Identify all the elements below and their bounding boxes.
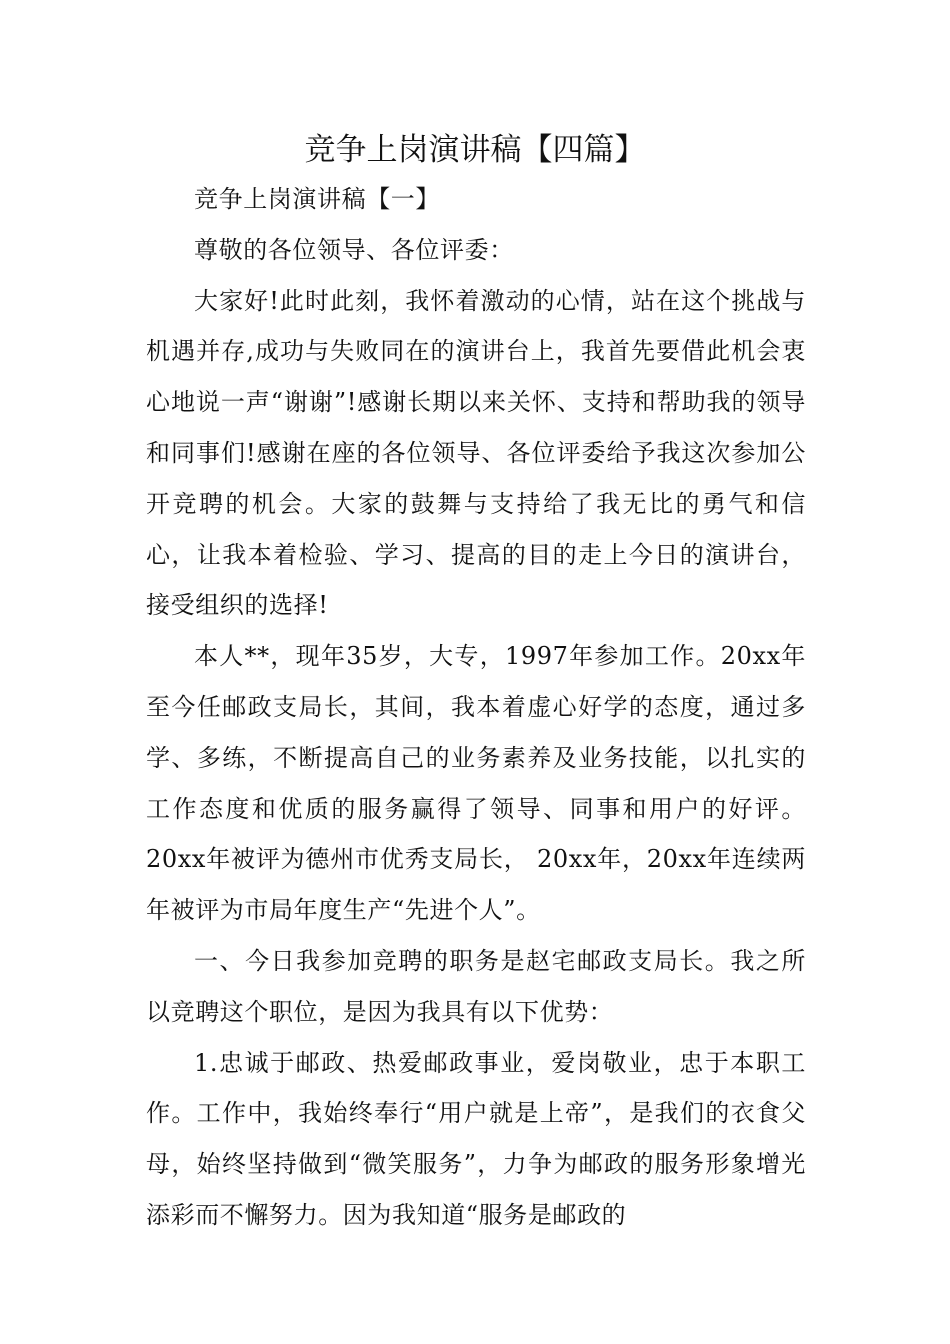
salutation: 尊敬的各位领导、各位评委： xyxy=(194,235,514,264)
document-body xyxy=(146,174,806,1241)
paragraph-greeting: 大家好!此时此刻，我怀着激动的心情，站在这个挑战与机遇并存,成功与失败同在的演讲台上，我首先要借此机会衷心地说一声“谢谢”!感谢长期以来关怀、支持和帮助我的领导和同事们!感谢在座的各位领导、各位评委给予我这次参加公开竞聘的机会。大家的鼓舞与支持给了我无比的勇气和信心，让我本着检验、学习、提高的目的走上今日的演讲台，接受组织的选择! xyxy=(146,286,806,620)
paragraph-advantage-1: 1.忠诚于邮政、热爱邮政事业，爱岗敬业，忠于本职工作。工作中，我始终奉行“用户就是上帝”，是我们的衣食父母，始终坚持做到“微笑服务”，力争为邮政的服务形象增光添彩而不懈努力。因为我知道“服务是邮政的 xyxy=(146,1048,806,1229)
paragraph-position: 一、今日我参加竞聘的职务是赵宅邮政支局长。我之所以竞聘这个职位，是因为我具有以下优势： xyxy=(146,946,806,1026)
section-heading: 竞争上岗演讲稿【一】 xyxy=(194,185,440,213)
paragraph-self-introduction: 本人**，现年35岁，大专，1997年参加工作。20xx年至今任邮政支局长，其间，我本着虚心好学的态度，通过多学、多练，不断提高自己的业务素养及业务技能，以扎实的工作态度和优质的服务赢得了领导、同事和用户的好评。20xx年被评为德州市优秀支局长， 20xx年，20xx年连续两年被评为市局年度生产“先进个人”。 xyxy=(146,642,806,925)
document-title: 竞争上岗演讲稿【四篇】 xyxy=(304,132,646,168)
